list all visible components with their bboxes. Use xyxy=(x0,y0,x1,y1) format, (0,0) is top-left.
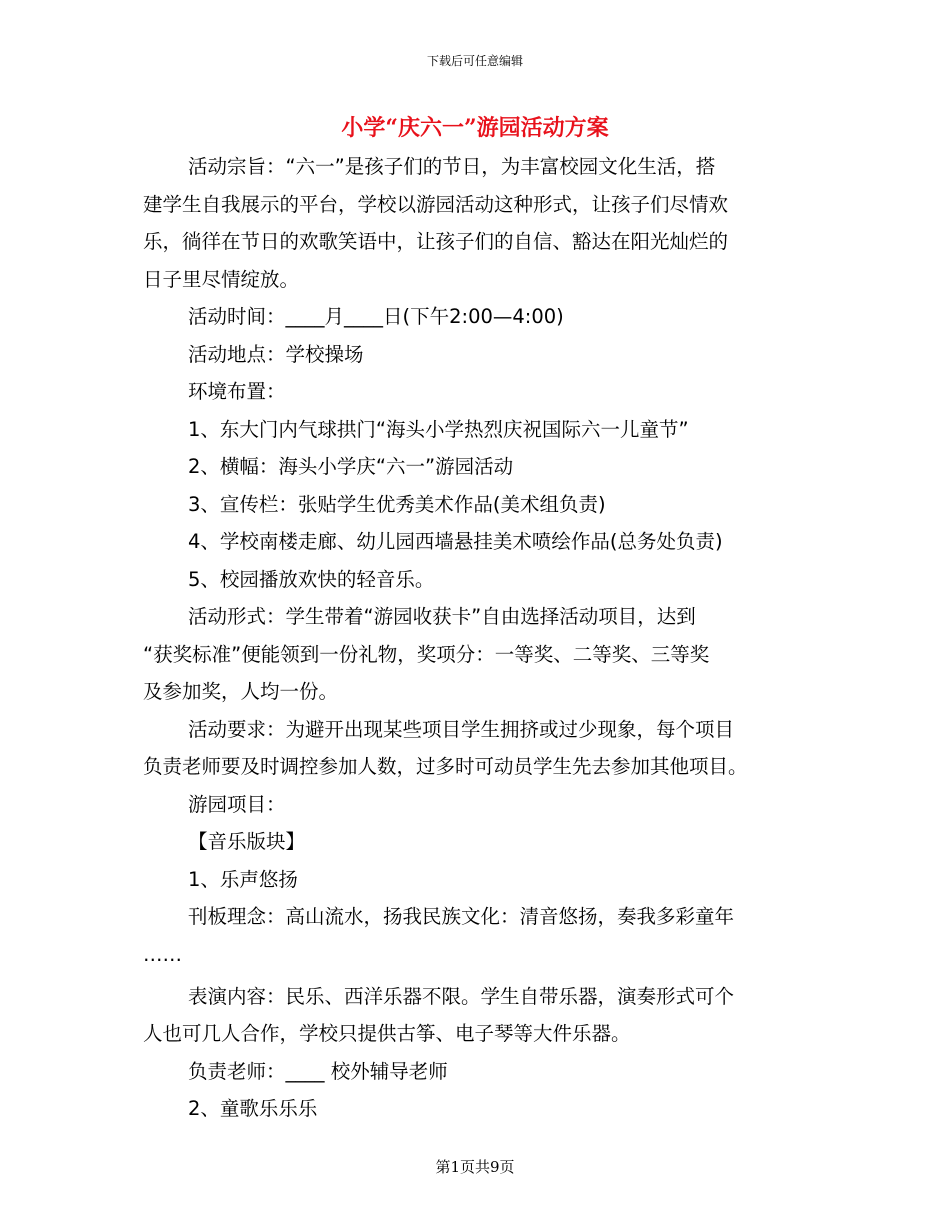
body-line: 2、童歌乐乐乐 xyxy=(188,1097,318,1120)
body-line: 5、校园播放欢快的轻音乐。 xyxy=(188,567,435,591)
body-line: 游园项目： xyxy=(188,792,286,816)
body-line: 3、宣传栏：张贴学生优秀美术作品(美术组负责) xyxy=(188,492,606,516)
section-heading: 【音乐版块】 xyxy=(188,830,306,853)
document-title: 小学“庆六一”游园活动方案 xyxy=(341,115,609,141)
body-line: …… xyxy=(143,942,182,966)
body-line: 及参加奖，人均一份。 xyxy=(143,680,339,703)
body-line: 2、横幅：海头小学庆“六一”游园活动 xyxy=(188,455,514,478)
body-line: 建学生自我展示的平台，学校以游园活动这种形式，让孩子们尽情欢 xyxy=(143,192,729,216)
body-line: 乐，徜徉在节日的欢歌笑语中，让孩子们的自信、豁达在阳光灿烂的 xyxy=(143,230,729,253)
body-line: “获奖标准”便能领到一份礼物，奖项分：一等奖、二等奖、三等奖 xyxy=(143,642,710,666)
body-line: 人也可几人合作，学校只提供古筝、电子琴等大件乐器。 xyxy=(143,1022,631,1045)
body-line: 活动宗旨：“六一”是孩子们的节日，为丰富校园文化生活，搭 xyxy=(188,155,716,178)
body-line: 活动形式：学生带着“游园收获卡”自由选择活动项目，达到 xyxy=(188,605,696,628)
body-line: 日子里尽情绽放。 xyxy=(143,267,300,291)
body-line: 表演内容：民乐、西洋乐器不限。学生自带乐器，演奏形式可个 xyxy=(188,984,735,1008)
body-line: 活动地点：学校操场 xyxy=(188,342,364,366)
body-line: 1、东大门内气球拱门“海头小学热烈庆祝国际六一儿童节” xyxy=(188,417,689,441)
body-line: 刊板理念：高山流水，扬我民族文化：清音悠扬，奏我多彩童年 xyxy=(188,905,735,928)
body-line: 负责老师要及时调控参加人数，过多时可动员学生先去参加其他项目。 xyxy=(143,755,748,778)
page-header: 下载后可任意编辑 xyxy=(426,54,523,68)
body-line: 负责老师：____ 校外辅导老师 xyxy=(188,1059,448,1083)
body-line: 环境布置： xyxy=(188,380,286,403)
body-line: 活动时间：____月____日(下午2:00—4:00) xyxy=(188,305,564,328)
body-line: 4、学校南楼走廊、幼儿园西墙悬挂美术喷绘作品(总务处负责) xyxy=(188,530,723,553)
body-line: 活动要求：为避开出现某些项目学生拥挤或过少现象，每个项目 xyxy=(188,717,735,741)
page-footer: 第1页共9页 xyxy=(435,1158,515,1176)
document-body xyxy=(143,148,823,1128)
body-line: 1、乐声悠扬 xyxy=(188,867,298,891)
